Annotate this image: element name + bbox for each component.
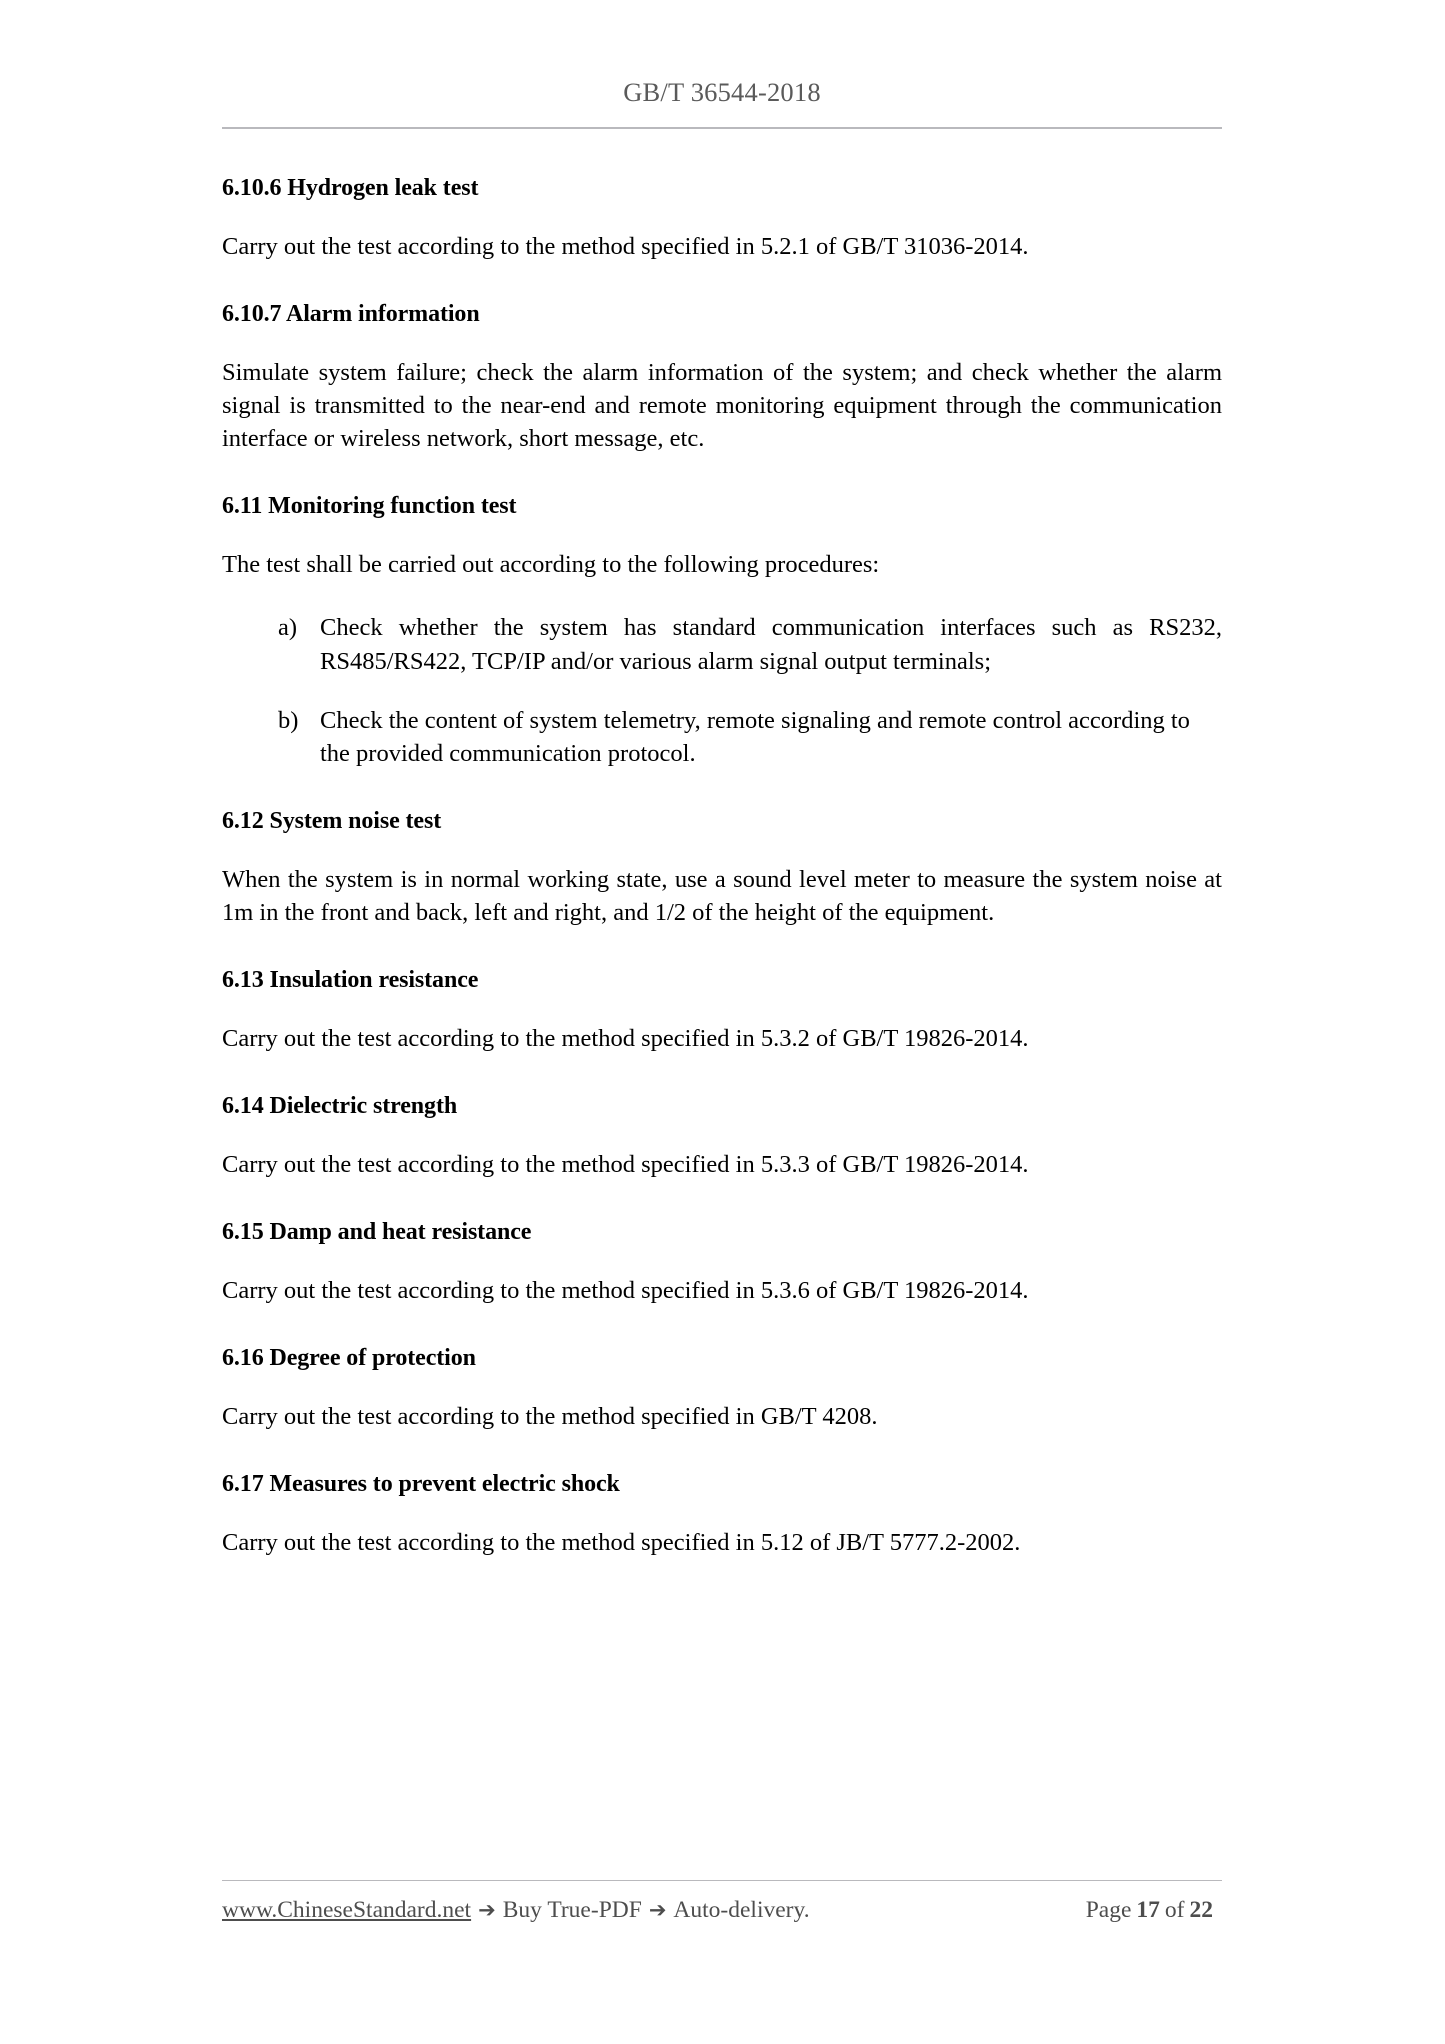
- page-of-label: of: [1164, 1897, 1185, 1923]
- list-item-text: Check whether the system has standard communication interfaces such as RS232, RS485/RS422, TCP/IP and/or various alarm signal output terminals;: [320, 614, 1222, 675]
- section-paragraph-6-13: Carry out the test according to the method specified in 5.3.2 of GB/T 19826-2014.: [222, 1024, 1029, 1052]
- section-paragraph-6-12: When the system is in normal working state, use a sound level meter to measure the system noise at 1m in the front and back, left and right, and 1/2 of the height of the equipment.: [222, 865, 1222, 926]
- footer-promo-delivery: Auto-delivery.: [673, 1897, 810, 1923]
- arrow-right-icon: ➔: [478, 1898, 496, 1922]
- page-footer: [222, 1880, 1222, 1924]
- header-standard-code: GB/T 36544-2018: [623, 77, 821, 107]
- section-heading-6-17: 6.17 Measures to prevent electric shock: [222, 1471, 620, 1498]
- list-item-text: Check the content of system telemetry, remote signaling and remote control according to the provided communication protocol.: [320, 706, 1190, 767]
- section-paragraph-6-10-7: Simulate system failure; check the alarm information of the system; and check whether the alarm signal is transmitted to the near-end and remote monitoring equipment through the communication interface or wireless network, short message, etc.: [222, 359, 1222, 453]
- spacer: [222, 929, 1222, 965]
- section-paragraph-6-16: Carry out the test according to the method specified in GB/T 4208.: [222, 1403, 878, 1431]
- spacer: [222, 455, 1222, 491]
- spacer: [222, 1181, 1222, 1217]
- spacer: [222, 836, 1222, 863]
- page-indicator: [1086, 1897, 1222, 1924]
- section-heading-6-15: 6.15 Damp and heat resistance: [222, 1218, 532, 1245]
- section-heading-6-10-6: 6.10.6 Hydrogen leak test: [222, 175, 479, 202]
- spacer: [222, 1055, 1222, 1091]
- footer-row: [222, 1881, 1222, 1924]
- spacer: [222, 1499, 1222, 1526]
- spacer: [222, 1307, 1222, 1343]
- spacer: [278, 678, 1222, 704]
- section-heading-6-10-7: 6.10.7 Alarm information: [222, 301, 480, 328]
- spacer: [222, 203, 1222, 230]
- section-paragraph-6-15: Carry out the test according to the method specified in 5.3.6 of GB/T 19826-2014.: [222, 1276, 1029, 1304]
- section-heading-6-14: 6.14 Dielectric strength: [222, 1092, 458, 1119]
- section-paragraph-6-14: Carry out the test according to the method specified in 5.3.3 of GB/T 19826-2014.: [222, 1150, 1029, 1178]
- document-body: [222, 129, 1222, 1559]
- footer-promo: [222, 1897, 810, 1924]
- list-item-marker: a): [278, 614, 298, 642]
- spacer: [222, 1247, 1222, 1274]
- section-heading-6-12: 6.12 System noise test: [222, 807, 442, 834]
- footer-promo-buy: Buy True-PDF: [502, 1897, 642, 1923]
- procedure-list: [222, 611, 1222, 769]
- spacer: [222, 770, 1222, 806]
- spacer: [222, 521, 1222, 548]
- spacer: [222, 329, 1222, 356]
- spacer: [222, 1121, 1222, 1148]
- section-paragraph-6-10-6: Carry out the test according to the method specified in 5.2.1 of GB/T 31036-2014.: [222, 233, 1029, 261]
- section-paragraph-6-11: The test shall be carried out according to the following procedures:: [222, 551, 880, 579]
- footer-website-link[interactable]: www.ChineseStandard.net: [222, 1897, 472, 1923]
- section-paragraph-6-17: Carry out the test according to the method specified in 5.12 of JB/T 5777.2-2002.: [222, 1529, 1021, 1557]
- list-item: [278, 611, 1222, 677]
- section-heading-6-11: 6.11 Monitoring function test: [222, 493, 517, 520]
- section-heading-6-13: 6.13 Insulation resistance: [222, 966, 479, 993]
- page-number: 17: [1136, 1897, 1160, 1923]
- page-header: [222, 0, 1222, 129]
- arrow-right-icon: ➔: [648, 1898, 667, 1922]
- spacer: [222, 1433, 1222, 1469]
- section-heading-6-16: 6.16 Degree of protection: [222, 1345, 476, 1372]
- list-item: [278, 704, 1222, 770]
- list-item-marker: b): [278, 706, 299, 734]
- page-total: 22: [1189, 1897, 1213, 1923]
- page-label: Page: [1085, 1897, 1132, 1923]
- spacer: [222, 263, 1222, 299]
- spacer: [222, 581, 1222, 611]
- spacer: [222, 995, 1222, 1022]
- page-content: [222, 0, 1222, 1559]
- spacer: [222, 1373, 1222, 1400]
